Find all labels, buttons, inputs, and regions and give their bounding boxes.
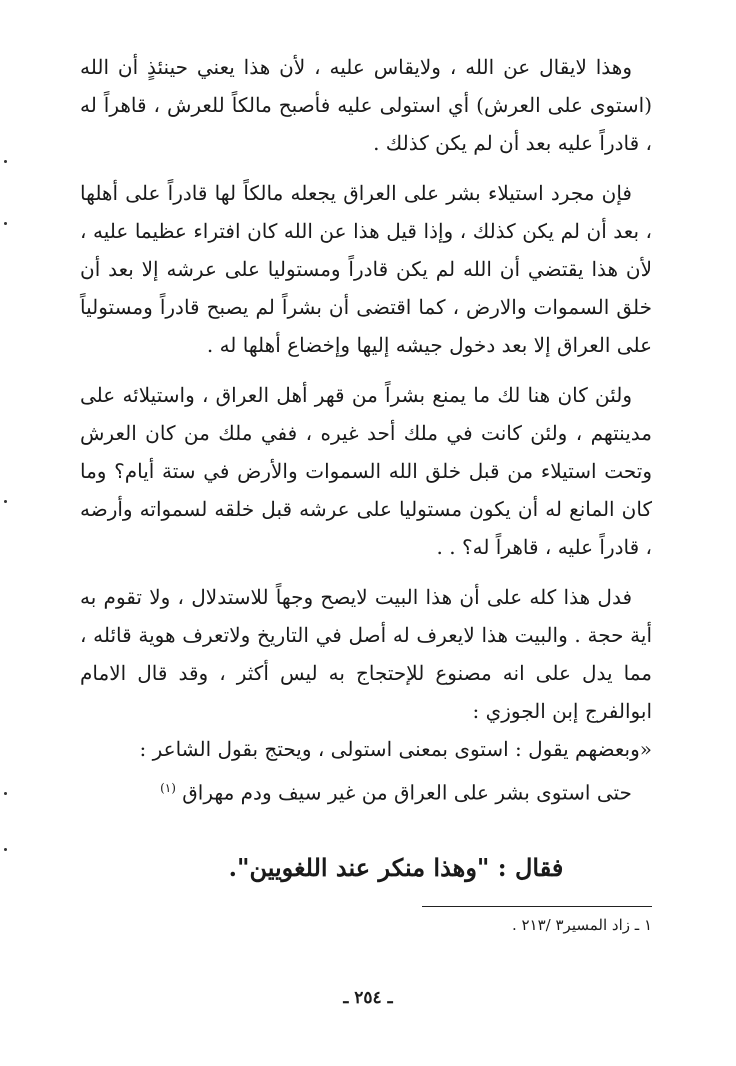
- paragraph: فدل هذا كله على أن هذا البيت لايصح وجهاً للاستدلال ، ولا تقوم به أية حجة . والبيت هذا لايعرف له أصل في التاريخ ولاتعرف هوية قائله ، مما يدل على انه مصنوع للإحتجاج به ليس أكثر ، وقد قال الامام ابوالفرج إبن الجوزي :: [80, 585, 652, 723]
- margin-mark: [4, 500, 7, 503]
- paragraph: ولئن كان هنا لك ما يمنع بشراً من قهر أهل العراق ، واستيلائه على مدينتهم ، ولئن كانت في ملك أحد غيره ، ففي ملك من كان العرش وتحت استيلاء من قبل خلق الله السموات والأرض في ستة أيام؟ وما كان المانع له أن يكون مستوليا على عرشه قبل خلقه لسمواته وأرضه ، قادراً عليه ، قاهراً له؟ . .: [80, 383, 652, 559]
- margin-mark: [4, 792, 7, 795]
- margin-mark: [4, 222, 7, 225]
- bold-statement: فقال : "وهذا منكر عند اللغويين".: [228, 852, 564, 882]
- footnote-reference: (١): [160, 781, 176, 795]
- verse-text: حتى استوى بشر على العراق من غير سيف ودم مهراق: [182, 780, 632, 805]
- margin-mark: [4, 160, 7, 163]
- paragraph: فإن مجرد استيلاء بشر على العراق يجعله مالكاً لها قادراً على أهلها ، بعد أن لم يكن كذلك ، وإذا قيل هذا عن الله كان افتراء عظيما عليه ، لأن هذا يقتضي أن الله لم يكن قادراً ومستوليا على عرشه إلا بعد أن خلق السموات والارض ، كما اقتضى أن بشراً لم يصبح قادراً ومستولياً على العراق إلا بعد دخول جيشه إليها وإخضاع أهلها له .: [80, 181, 652, 357]
- poetry-verse: [80, 768, 652, 813]
- footnote: ١ ـ زاد المسير٣ /٢١٣ .: [511, 916, 652, 934]
- quote-line: «وبعضهم يقول : استوى بمعنى استولى ، ويحتج بقول الشاعر :: [139, 737, 652, 761]
- margin-mark: [4, 848, 7, 851]
- page-number: ـ ٢٥٤ ـ: [343, 988, 393, 1008]
- footnote-divider: [422, 906, 652, 907]
- paragraph: وهذا لايقال عن الله ، ولايقاس عليه ، لأن هذا يعني حينئذٍ أن الله (استوى على العرش) أي استولى عليه فأصبح مالكاً للعرش ، قاهراً له ، قادراً عليه بعد أن لم يكن كذلك .: [80, 55, 652, 155]
- page-body: [80, 48, 652, 882]
